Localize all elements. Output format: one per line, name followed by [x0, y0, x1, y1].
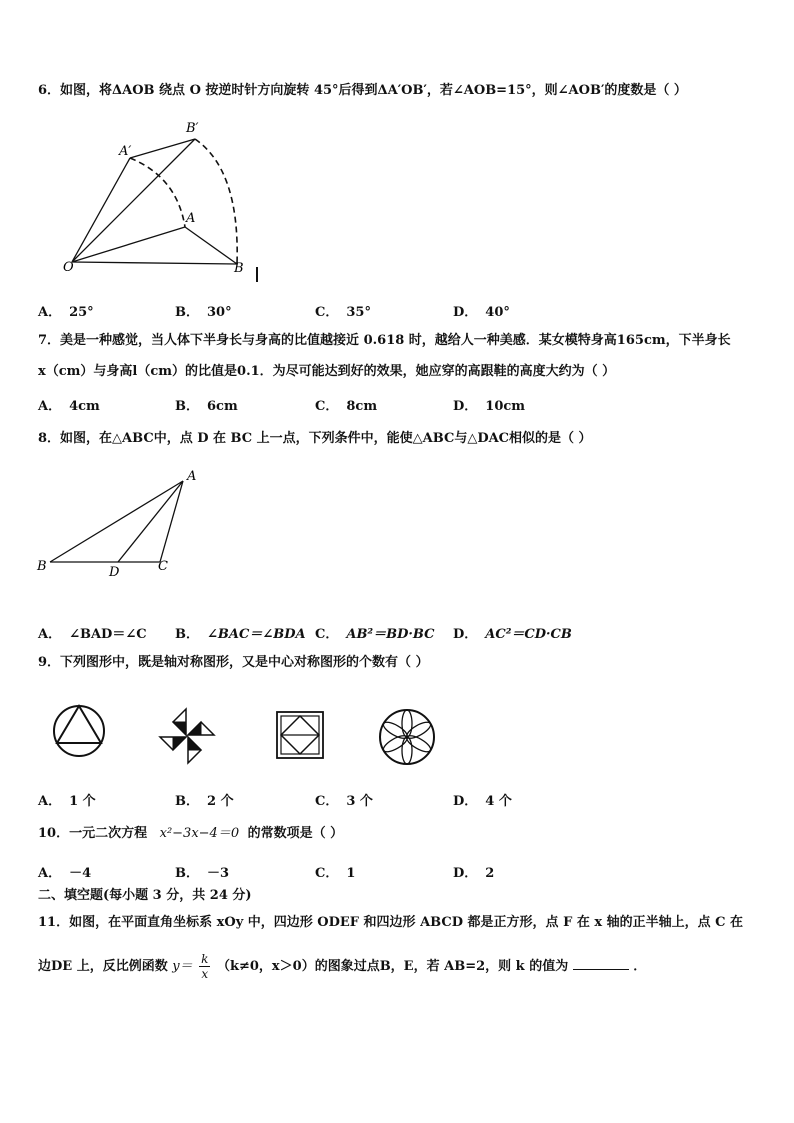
- q9-shape-pinwheel: [156, 706, 220, 768]
- q11-stem-line1: 11．如图，在平面直角坐标系 xOy 中，四边形 ODEF 和四边形 ABCD 都是正方形，点 F 在 x 轴的正半轴上，点 C 在: [38, 915, 744, 930]
- q7-option-b[interactable]: B． 6cm: [175, 399, 238, 414]
- label-c: C: [158, 559, 168, 574]
- q11-frac-denominator: x: [201, 967, 209, 981]
- q7-stem-line1: 7．美是一种感觉，当人体下半身长与身高的比值越接近 0.618 时，越给人一种美感．某女模特身高165cm，下半身长: [38, 333, 731, 348]
- q10-prefix: 10．一元二次方程: [38, 826, 148, 841]
- label-a-prime: A′: [119, 144, 132, 159]
- q11-stem-line2: [38, 950, 646, 984]
- q11-line2-end: ．: [633, 959, 647, 974]
- q9-option-b[interactable]: B． 2 个: [175, 794, 234, 809]
- q8-stem: 8．如图，在△ABC中，点 D 在 BC 上一点，下列条件中，能使△ABC与△DAC相似的是（ ）: [38, 431, 592, 446]
- q10-option-d[interactable]: D． 2: [453, 866, 495, 881]
- label-b: B: [234, 261, 244, 276]
- q9-shape-square-diamond: [274, 709, 328, 763]
- q10-option-a[interactable]: A． －4: [38, 866, 92, 881]
- label-o: O: [63, 260, 74, 275]
- q7-option-d[interactable]: D． 10cm: [453, 399, 526, 414]
- q8-option-d[interactable]: D． AC²＝CD·CB: [453, 627, 572, 642]
- q11-line2-prefix: 边DE 上，反比例函数: [38, 959, 168, 974]
- q11-answer-blank[interactable]: [573, 957, 629, 970]
- section-heading: 二、填空题(每小题 3 分，共 24 分): [38, 888, 252, 903]
- q6-option-d[interactable]: D． 40°: [453, 305, 510, 320]
- q10-stem: [38, 825, 343, 843]
- label-d: D: [109, 565, 120, 580]
- q8-option-c[interactable]: C． AB²＝BD·BC: [315, 627, 435, 642]
- q6-option-c[interactable]: C． 35°: [315, 305, 371, 320]
- q9-shape-circle-flower: [376, 706, 438, 768]
- q9-shape-circle-triangle: [50, 702, 110, 762]
- q9-option-d[interactable]: D． 4 个: [453, 794, 512, 809]
- q9-option-c[interactable]: C． 3 个: [315, 794, 373, 809]
- label-b: B: [37, 559, 47, 574]
- q11-y-equals: y＝: [172, 959, 193, 974]
- q6-rotation-figure: [55, 115, 275, 290]
- label-a: A: [186, 211, 196, 226]
- q7-stem-line2: x（cm）与身高l（cm）的比值是0.1．为尽可能达到好的效果，她应穿的高跟鞋的高度大约为（ ）: [38, 364, 616, 379]
- q6-options: [38, 301, 738, 319]
- q9-stem: 9．下列图形中，既是轴对称图形，又是中心对称图形的个数有（ ）: [38, 655, 429, 670]
- q7-option-c[interactable]: C． 8cm: [315, 399, 378, 414]
- q11-frac-numerator: k: [201, 952, 209, 966]
- q11-fraction: [199, 952, 210, 981]
- q10-option-b[interactable]: B． －3: [175, 866, 230, 881]
- q8-triangle-figure: [36, 466, 216, 581]
- q10-suffix: 的常数项是（ ）: [247, 826, 344, 841]
- q10-equation: x²−3x−4＝0: [159, 826, 240, 841]
- q8-option-b[interactable]: B． ∠BAC＝∠BDA: [175, 627, 306, 642]
- q8-option-a[interactable]: A． ∠BAD＝∠C: [38, 627, 147, 642]
- label-b-prime: B′: [186, 121, 199, 136]
- q6-stem: 6．如图，将ΔAOB 绕点 O 按逆时针方向旋转 45°后得到ΔA′OB′，若∠AOB=15°，则∠AOB′的度数是（ ）: [38, 83, 687, 98]
- q7-options: [38, 395, 738, 413]
- q10-options: [38, 862, 738, 880]
- q6-option-b[interactable]: B． 30°: [175, 305, 232, 320]
- q10-option-c[interactable]: C． 1: [315, 866, 356, 881]
- q8-options: [38, 623, 738, 641]
- label-a: A: [187, 469, 197, 484]
- q6-option-a[interactable]: A． 25°: [38, 305, 94, 320]
- q9-option-a[interactable]: A． 1 个: [38, 794, 96, 809]
- q7-option-a[interactable]: A． 4cm: [38, 399, 100, 414]
- q11-line2-suffix: （k≠0，x＞0）的图象过点B，E，若 AB=2，则 k 的值为: [216, 959, 569, 974]
- q9-options: [38, 790, 738, 808]
